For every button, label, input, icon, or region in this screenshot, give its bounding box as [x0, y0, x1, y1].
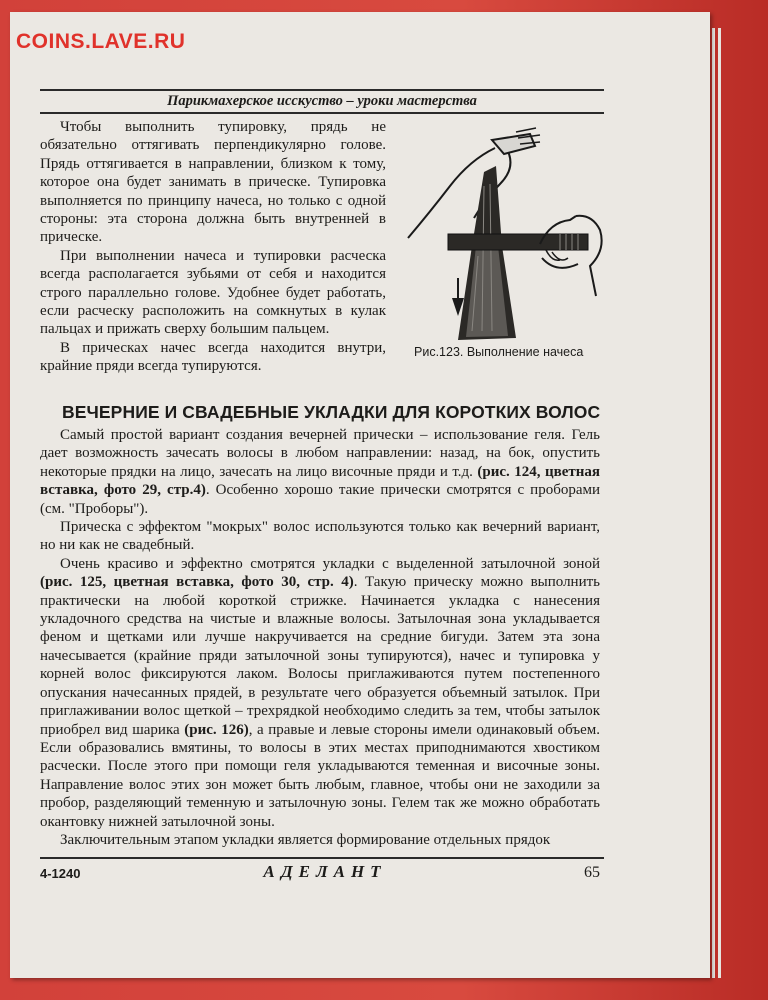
header-rule: [40, 112, 604, 114]
illustration-backcombing: [400, 126, 610, 358]
watermark: COINS.LAVE.RU: [16, 30, 186, 53]
footer-rule: [40, 857, 604, 859]
page-edge: [712, 28, 715, 978]
section-heading: ВЕЧЕРНИЕ И СВАДЕБНЫЕ УКЛАДКИ ДЛЯ КОРОТКИХ ВОЛОС: [62, 402, 601, 422]
figure-reference: (рис. 126): [184, 721, 249, 738]
figure-caption: Рис.123. Выполнение начеса: [414, 345, 584, 359]
section-paragraph: Самый простой вариант создания вечерней прически – использование геля. Гель дает возможность зачесать волосы в любом направлении: назад, на бок, опустить некоторые прядки на лицо, зачесать на лицо височные пряди и т.д. (рис. 124, цветная вставка, фото 29, стр.4). Особенно хорошо такие прически смотрятся с проборами (см. "Проборы").: [40, 427, 600, 517]
intro-paragraph: Чтобы выполнить тупировку, прядь не обязательно оттягивать перпендикулярно голове. Прядь оттягивается в направлении, близком к тому, которое она будет занимать в прическе. Тупировка выполняется по принципу начеса, но только с одной стороны: эта сторона должна быть внутренней в прическе.: [40, 119, 386, 246]
footer-publisher: АДЕЛАНТ: [263, 862, 387, 881]
header-rule: [40, 89, 604, 91]
footer-code: 4-1240: [40, 866, 81, 881]
section-text: [40, 426, 600, 849]
page-header-title: Парикмахерское исскуство – уроки мастерства: [167, 93, 477, 109]
section-paragraph: Заключительным этапом укладки является формирование отдельных прядок: [60, 831, 551, 848]
intro-paragraph: При выполнении начеса и тупировки расческа всегда располагается зубьями от себя и находится строго параллельно голове. Удобнее будет работать, если расческу расположить на сомкнутых в кулак пальцах и прижать сверху большим пальцем.: [40, 247, 386, 338]
intro-text: [40, 118, 386, 376]
figure-reference: (рис. 125, цветная вставка, фото 30, стр. 4): [40, 574, 354, 591]
section-paragraph: Прическа с эффектом "мокрых" волос используются только как вечерний вариант, но ни как не свадебный.: [40, 519, 600, 554]
section-paragraph: Очень красиво и эффектно смотрятся укладки с выделенной затылочной зоной (рис. 125, цветная вставка, фото 30, стр. 4). Такую прическу можно выполнить практически на любой короткой стрижке. Начинается укладка с нанесения укладочного средства на чистые и влажные волосы. Затылочная зона укладывается феном и щетками или лучше накручивается на средние бигуди. Затем эта зона начесывается (крайние пряди затылочной зоны тупируются), начес и тупировка у корней волос фиксируются лаком. Волосы приглаживаются путем постепенного опускания начесанных прядей, в результате чего образуется объемный затылок. При приглаживании волос щеткой – трехрядкой необходимо следить за тем, чтобы затылок приобрел вид шарика (рис. 126), а правые и левые стороны имели одинаковый объем. Если образовались вмятины, то волосы в этих местах приподнимаются хвостиком расчески. После этого при помощи геля укладываются теменная и височные зоны. Направление волос этих зон может быть любым, главное, чтобы они не заходили за пробор, разделяющий теменную и затылочную зоны. Гелем так же можно обработать окантовку нижней затылочной зоны.: [40, 555, 601, 830]
page-edge: [718, 28, 721, 978]
intro-paragraph: В прическах начес всегда находится внутри, крайние пряди всегда тупируются.: [40, 339, 386, 375]
page-number: 65: [584, 864, 600, 881]
figure-reference: (рис. 124, цветная вставка, фото 29, стр.4): [40, 463, 600, 499]
